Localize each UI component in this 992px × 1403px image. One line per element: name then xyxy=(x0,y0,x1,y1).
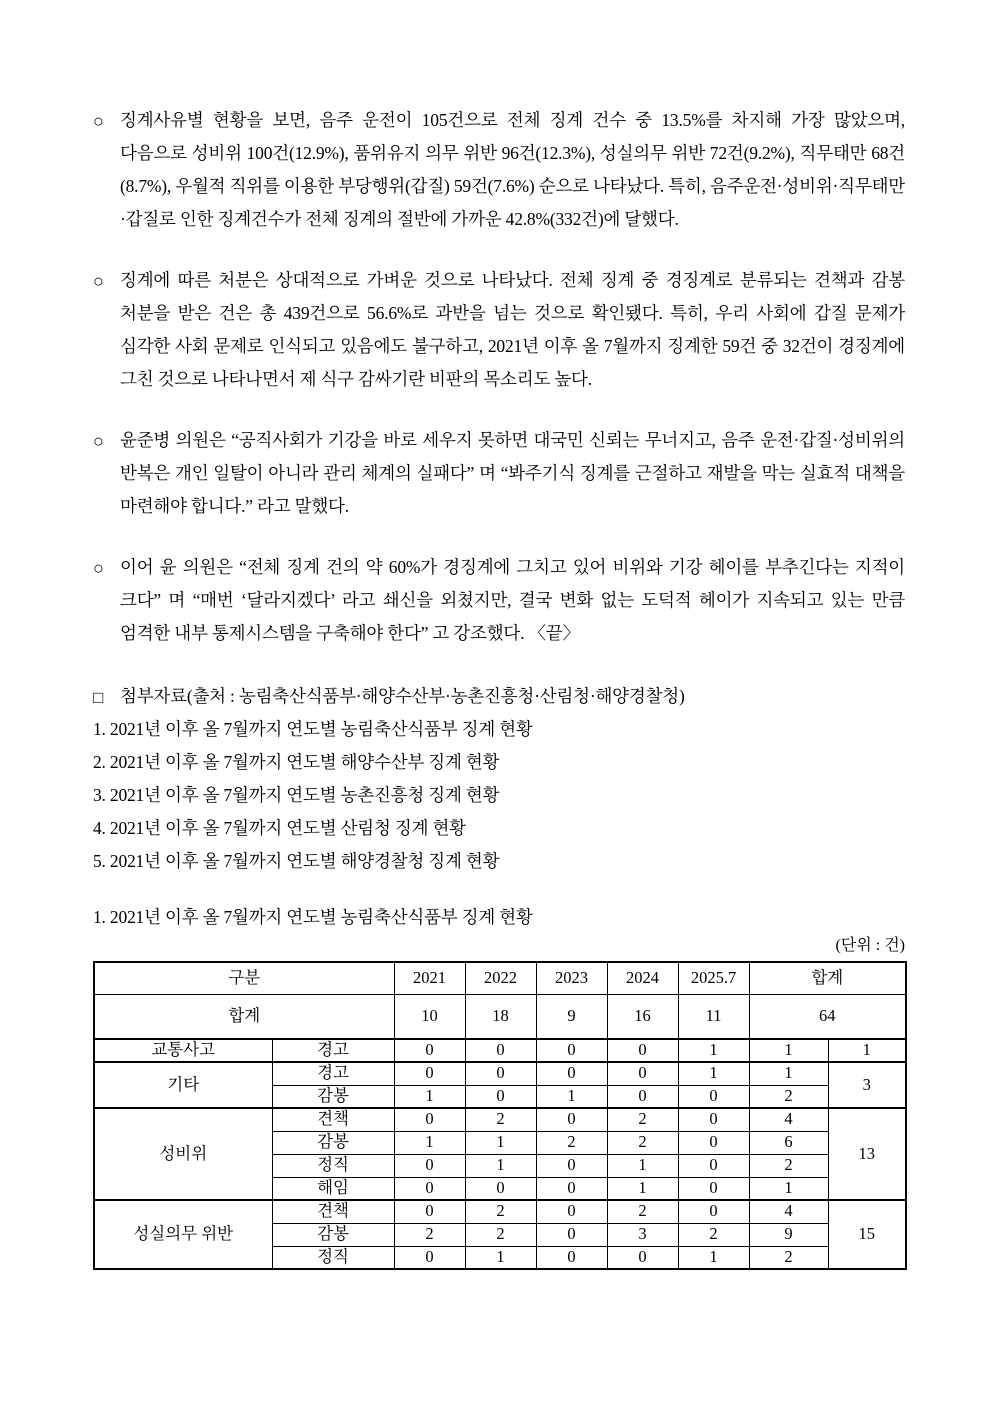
bullet-paragraph-discipline-reasons xyxy=(93,104,905,236)
circle-bullet-icon: ○ xyxy=(93,111,104,131)
row-subtotal-cell: 2 xyxy=(749,1154,828,1177)
square-bullet-icon: □ xyxy=(93,688,104,707)
header-year-cell: 2025.7 xyxy=(678,962,749,994)
header-year-cell: 2023 xyxy=(536,962,607,994)
year-value-cell: 0 xyxy=(394,1039,465,1062)
table-data-row xyxy=(94,1039,906,1062)
year-value-cell: 0 xyxy=(678,1085,749,1108)
document-content xyxy=(93,0,905,1270)
grand-total-value-cell: 9 xyxy=(536,994,607,1039)
year-value-cell: 2 xyxy=(465,1108,536,1131)
row-subtotal-cell: 1 xyxy=(749,1039,828,1062)
attachment-section xyxy=(93,680,905,878)
year-value-cell: 0 xyxy=(394,1154,465,1177)
category-cell: 성실의무 위반 xyxy=(94,1200,272,1269)
year-value-cell: 0 xyxy=(678,1200,749,1223)
year-value-cell: 0 xyxy=(536,1200,607,1223)
category-cell: 성비위 xyxy=(94,1108,272,1200)
year-value-cell: 0 xyxy=(607,1085,678,1108)
table-data-row xyxy=(94,1200,906,1223)
category-total-cell: 13 xyxy=(828,1108,906,1200)
paragraph-text: 윤준병 의원은 “공직사회가 기강을 바로 세우지 못하면 대국민 신뢰는 무너지고, 음주 운전·갑질·성비위의 반복은 개인 일탈이 아니라 관리 체계의 실패다” 며 “봐주기식 징계를 근절하고 재발을 막는 실효적 대책을 마련해야 합니다.” 라고 말했다. xyxy=(120,430,905,516)
attachment-item-4: 4. 2021년 이후 올 7월까지 연도별 산림청 징계 현황 xyxy=(93,818,466,838)
category-cell: 교통사고 xyxy=(94,1039,272,1062)
year-value-cell: 0 xyxy=(536,1177,607,1200)
year-value-cell: 1 xyxy=(394,1085,465,1108)
attachment-item-2: 2. 2021년 이후 올 7월까지 연도별 해양수산부 징계 현황 xyxy=(93,752,500,772)
attachment-item-1: 1. 2021년 이후 올 7월까지 연도별 농림축산식품부 징계 현황 xyxy=(93,719,533,739)
category-total-cell: 15 xyxy=(828,1200,906,1269)
row-subtotal-cell: 2 xyxy=(749,1246,828,1269)
year-value-cell: 0 xyxy=(678,1108,749,1131)
grand-total-label-cell: 합계 xyxy=(94,994,394,1039)
disposition-cell: 견책 xyxy=(272,1200,394,1223)
grand-total-value-cell: 11 xyxy=(678,994,749,1039)
attachment-item-3: 3. 2021년 이후 올 7월까지 연도별 농촌진흥청 징계 현황 xyxy=(93,785,500,805)
year-value-cell: 0 xyxy=(394,1062,465,1085)
year-value-cell: 0 xyxy=(394,1200,465,1223)
year-value-cell: 2 xyxy=(607,1131,678,1154)
year-value-cell: 1 xyxy=(678,1062,749,1085)
discipline-table xyxy=(93,961,907,1270)
table-data-row xyxy=(94,1108,906,1131)
year-value-cell: 0 xyxy=(465,1039,536,1062)
paragraph-text: 징계에 따른 처분은 상대적으로 가벼운 것으로 나타났다. 전체 징계 중 경징계로 분류되는 견책과 감봉 처분을 받은 건은 총 439건으로 56.6%로 과반을 넘는 것으로 확인됐다. 특히, 우리 사회에 갑질 문제가 심각한 사회 문제로 인식되고 있음에도 불구하고, 2021년 이후 올 7월까지 징계한 59건 중 32건이 경징계에 그친 것으로 나타나면서 제 식구 감싸기란 비판의 목소리도 높다. xyxy=(120,270,905,389)
category-total-cell: 1 xyxy=(828,1039,906,1062)
disposition-cell: 감봉 xyxy=(272,1223,394,1246)
category-cell: 기타 xyxy=(94,1062,272,1108)
year-value-cell: 1 xyxy=(607,1177,678,1200)
disposition-cell: 견책 xyxy=(272,1108,394,1131)
year-value-cell: 0 xyxy=(536,1062,607,1085)
row-subtotal-cell: 6 xyxy=(749,1131,828,1154)
table-body xyxy=(94,962,906,1269)
year-value-cell: 0 xyxy=(536,1246,607,1269)
paragraph-text: 이어 윤 의원은 “전체 징계 건의 약 60%가 경징계에 그치고 있어 비위와 기강 헤이를 부추긴다는 지적이 크다” 며 “매번 ‘달라지겠다’ 라고 쇄신을 외쳤지만, 결국 변화 없는 도덕적 헤이가 지속되고 있는 만큼 엄격한 내부 통제시스템을 구축해야 한다” 고 강조했다. 〈끝〉 xyxy=(120,557,905,643)
grand-total-value-cell: 16 xyxy=(607,994,678,1039)
year-value-cell: 0 xyxy=(678,1154,749,1177)
circle-bullet-icon: ○ xyxy=(93,431,104,451)
table-section-title: 1. 2021년 이후 올 7월까지 연도별 농림축산식품부 징계 현황 xyxy=(93,907,533,927)
row-subtotal-cell: 1 xyxy=(749,1062,828,1085)
year-value-cell: 1 xyxy=(465,1154,536,1177)
row-subtotal-cell: 9 xyxy=(749,1223,828,1246)
header-year-cell: 2024 xyxy=(607,962,678,994)
category-total-cell: 3 xyxy=(828,1062,906,1108)
year-value-cell: 0 xyxy=(394,1108,465,1131)
year-value-cell: 2 xyxy=(536,1131,607,1154)
unit-note: (단위 : 건) xyxy=(835,937,905,954)
attachment-header-text: 첨부자료(출처 : 농림축산식품부·해양수산부·농촌진흥청·산림청·해양경찰청) xyxy=(120,686,685,706)
year-value-cell: 2 xyxy=(607,1108,678,1131)
year-value-cell: 0 xyxy=(536,1154,607,1177)
paragraph-text: 징계사유별 현황을 보면, 음주 운전이 105건으로 전체 징계 건수 중 13.5%를 차지해 가장 많았으며, 다음으로 성비위 100건(12.9%), 품위유지 의무 위반 96건(12.3%), 성실의무 위반 72건(9.2%), 직무태만 68건(8.7%), 우월적 직위를 이용한 부당행위(갑질) 59건(7.6%) 순으로 나타났다. 특히, 음주운전·성비위·직무태만·갑질로 인한 징계건수가 전체 징계의 절반에 가까운 42.8%(332건)에 달했다. xyxy=(120,110,905,229)
disposition-cell: 정직 xyxy=(272,1246,394,1269)
year-value-cell: 1 xyxy=(536,1085,607,1108)
disposition-cell: 정직 xyxy=(272,1154,394,1177)
year-value-cell: 0 xyxy=(465,1085,536,1108)
year-value-cell: 2 xyxy=(394,1223,465,1246)
year-value-cell: 1 xyxy=(678,1039,749,1062)
bullet-paragraph-quote-2 xyxy=(93,551,905,650)
table-data-row xyxy=(94,1062,906,1085)
attachment-header xyxy=(93,680,905,713)
circle-bullet-icon: ○ xyxy=(93,558,104,578)
year-value-cell: 1 xyxy=(465,1131,536,1154)
disposition-cell: 감봉 xyxy=(272,1131,394,1154)
year-value-cell: 0 xyxy=(394,1177,465,1200)
year-value-cell: 1 xyxy=(678,1246,749,1269)
year-value-cell: 0 xyxy=(678,1177,749,1200)
year-value-cell: 0 xyxy=(678,1131,749,1154)
year-value-cell: 0 xyxy=(465,1062,536,1085)
bullet-paragraph-light-punishment xyxy=(93,264,905,396)
year-value-cell: 2 xyxy=(678,1223,749,1246)
grand-total-value-cell: 10 xyxy=(394,994,465,1039)
row-subtotal-cell: 4 xyxy=(749,1108,828,1131)
year-value-cell: 3 xyxy=(607,1223,678,1246)
year-value-cell: 0 xyxy=(394,1246,465,1269)
year-value-cell: 1 xyxy=(394,1131,465,1154)
header-year-cell: 2022 xyxy=(465,962,536,994)
disposition-cell: 감봉 xyxy=(272,1085,394,1108)
attachment-item-5: 5. 2021년 이후 올 7월까지 연도별 해양경찰청 징계 현황 xyxy=(93,851,500,871)
row-subtotal-cell: 2 xyxy=(749,1085,828,1108)
year-value-cell: 0 xyxy=(465,1177,536,1200)
bullet-paragraph-quote-1 xyxy=(93,424,905,523)
table-grand-total-row xyxy=(94,994,906,1039)
year-value-cell: 1 xyxy=(607,1154,678,1177)
year-value-cell: 0 xyxy=(607,1062,678,1085)
disposition-cell: 해임 xyxy=(272,1177,394,1200)
row-subtotal-cell: 1 xyxy=(749,1177,828,1200)
year-value-cell: 0 xyxy=(536,1223,607,1246)
year-value-cell: 2 xyxy=(465,1223,536,1246)
grand-total-sum-cell: 64 xyxy=(749,994,906,1039)
header-gubun-cell: 구분 xyxy=(94,962,394,994)
year-value-cell: 0 xyxy=(536,1039,607,1062)
disposition-cell: 경고 xyxy=(272,1062,394,1085)
year-value-cell: 1 xyxy=(465,1246,536,1269)
year-value-cell: 2 xyxy=(465,1200,536,1223)
disposition-cell: 경고 xyxy=(272,1039,394,1062)
year-value-cell: 0 xyxy=(607,1246,678,1269)
header-total-cell: 합계 xyxy=(749,962,906,994)
year-value-cell: 0 xyxy=(536,1108,607,1131)
table-header-row xyxy=(94,962,906,994)
row-subtotal-cell: 4 xyxy=(749,1200,828,1223)
circle-bullet-icon: ○ xyxy=(93,271,104,291)
grand-total-value-cell: 18 xyxy=(465,994,536,1039)
header-year-cell: 2021 xyxy=(394,962,465,994)
year-value-cell: 0 xyxy=(607,1039,678,1062)
year-value-cell: 2 xyxy=(607,1200,678,1223)
